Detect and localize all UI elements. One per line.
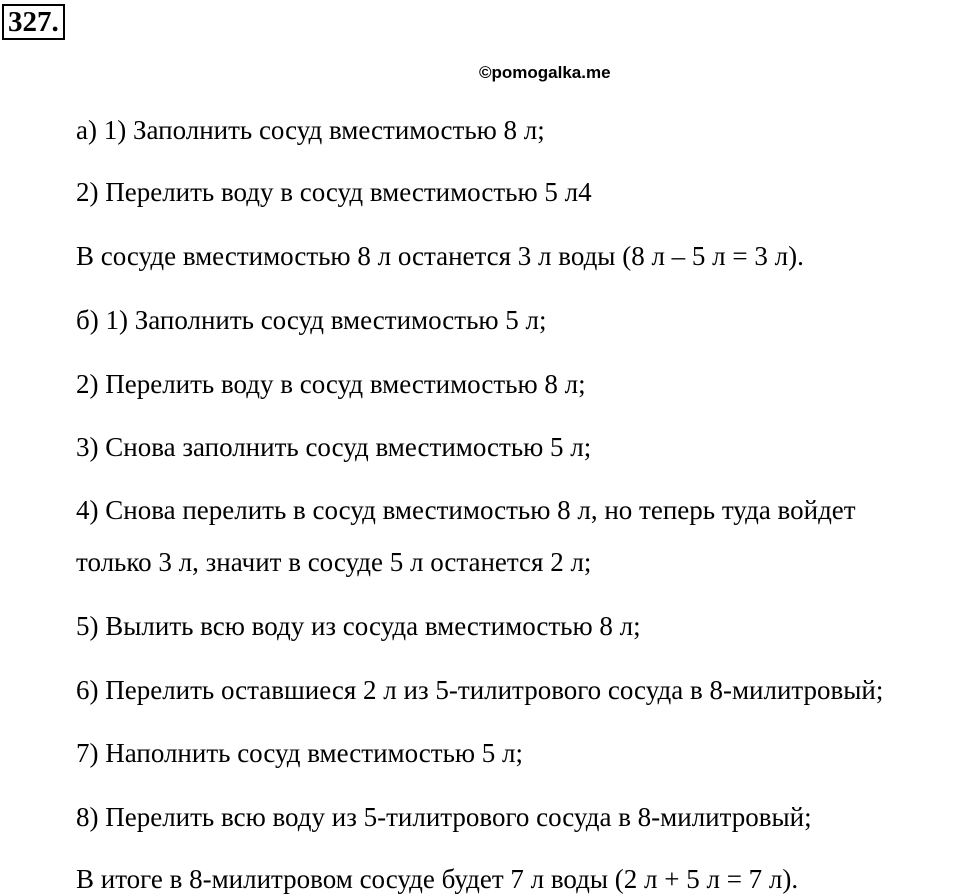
solution-line-1: а) 1) Заполнить сосуд вместимостью 8 л; [76, 115, 545, 145]
solution-line-10: 6) Перелить оставшиеся 2 л из 5-тилитрового сосуда в 8-милитровый; [76, 675, 884, 705]
solution-line-13: В итоге в 8-милитровом сосуде будет 7 л воды (2 л + 5 л = 7 л). [76, 864, 799, 894]
solution-line-12: 8) Перелить всю воду из 5-тилитрового сосуда в 8-милитровый; [76, 802, 812, 832]
solution-line-5: 2) Перелить воду в сосуд вместимостью 8 л; [76, 369, 586, 399]
solution-line-8: только 3 л, значит в сосуде 5 л останется 2 л; [76, 547, 592, 577]
solution-line-7: 4) Снова перелить в сосуд вместимостью 8 л, но теперь туда войдет [76, 495, 856, 525]
solution-line-4: б) 1) Заполнить сосуд вместимостью 5 л; [76, 305, 547, 335]
solution-line-9: 5) Вылить всю воду из сосуда вместимостью 8 л; [76, 611, 641, 641]
solution-line-6: 3) Снова заполнить сосуд вместимостью 5 л; [76, 432, 592, 462]
solution-line-11: 7) Наполнить сосуд вместимостью 5 л; [76, 738, 524, 768]
watermark: ©pomogalka.me [479, 63, 611, 82]
solution-line-3: В сосуде вместимостью 8 л останется 3 л воды (8 л – 5 л = 3 л). [76, 241, 804, 271]
solution-line-2: 2) Перелить воду в сосуд вместимостью 5 л4 [76, 177, 592, 207]
problem-number: 327. [2, 4, 65, 40]
